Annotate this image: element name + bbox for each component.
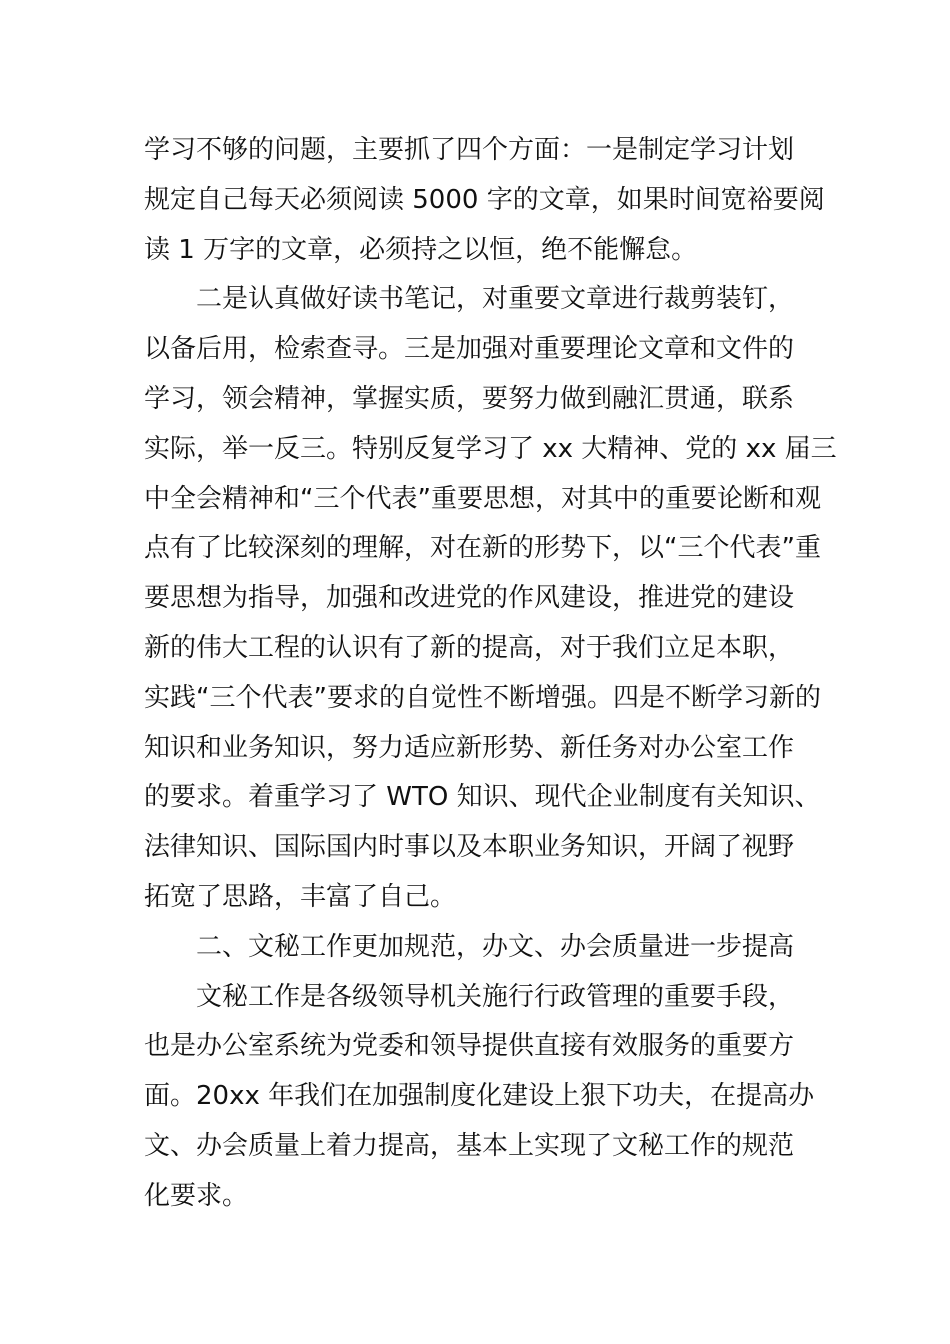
document-body <box>144 126 837 1222</box>
text-line: 规定自己每天必须阅读 5000 字的文章，如果时间宽裕要阅 <box>144 184 825 215</box>
text-line: 化要求。 <box>144 1180 249 1211</box>
text-line: 实际，举一反三。特别反复学习了 xx 大精神、党的 xx 届三 <box>144 433 837 464</box>
text-line: 的要求。着重学习了 WTO 知识、现代企业制度有关知识、 <box>144 782 821 813</box>
text-line: 知识和业务知识，努力适应新形势、新任务对办公室工作 <box>144 732 795 763</box>
text-line: 也是办公室系统为党委和领导提供直接有效服务的重要方 <box>144 1031 795 1062</box>
text-line: 中全会精神和“三个代表”重要思想，对其中的重要论断和观 <box>144 483 821 514</box>
text-line: 以备后用，检索查寻。三是加强对重要理论文章和文件的 <box>144 334 795 365</box>
paragraph-first-line: 二是认真做好读书笔记，对重要文章进行裁剪装钉， <box>196 284 795 315</box>
text-line: 新的伟大工程的认识有了新的提高，对于我们立足本职， <box>144 632 795 663</box>
text-line: 学习，领会精神，掌握实质，要努力做到融汇贯通，联系 <box>144 383 795 414</box>
text-line: 要思想为指导，加强和改进党的作风建设，推进党的建设 <box>144 583 795 614</box>
text-line: 学习不够的问题，主要抓了四个方面：一是制定学习计划 <box>144 135 795 165</box>
paragraph-first-line: 文秘工作是各级领导机关施行行政管理的重要手段， <box>196 981 795 1012</box>
text-line: 面。20xx 年我们在加强制度化建设上狠下功夫，在提高办 <box>144 1081 815 1112</box>
paragraph-first-line: 二、文秘工作更加规范，办文、办会质量进一步提高 <box>196 931 795 962</box>
text-line: 实践“三个代表”要求的自觉性不断增强。四是不断学习新的 <box>144 682 821 713</box>
text-line: 拓宽了思路，丰富了自己。 <box>144 881 457 912</box>
text-line: 点有了比较深刻的理解，对在新的形势下，以“三个代表”重 <box>144 533 821 564</box>
text-line: 文、办会质量上着力提高，基本上实现了文秘工作的规范 <box>144 1130 795 1161</box>
text-line: 读 1 万字的文章，必须持之以恒，绝不能懈怠。 <box>144 234 698 265</box>
text-line: 法律知识、国际国内时事以及本职业务知识，开阔了视野 <box>144 832 795 863</box>
